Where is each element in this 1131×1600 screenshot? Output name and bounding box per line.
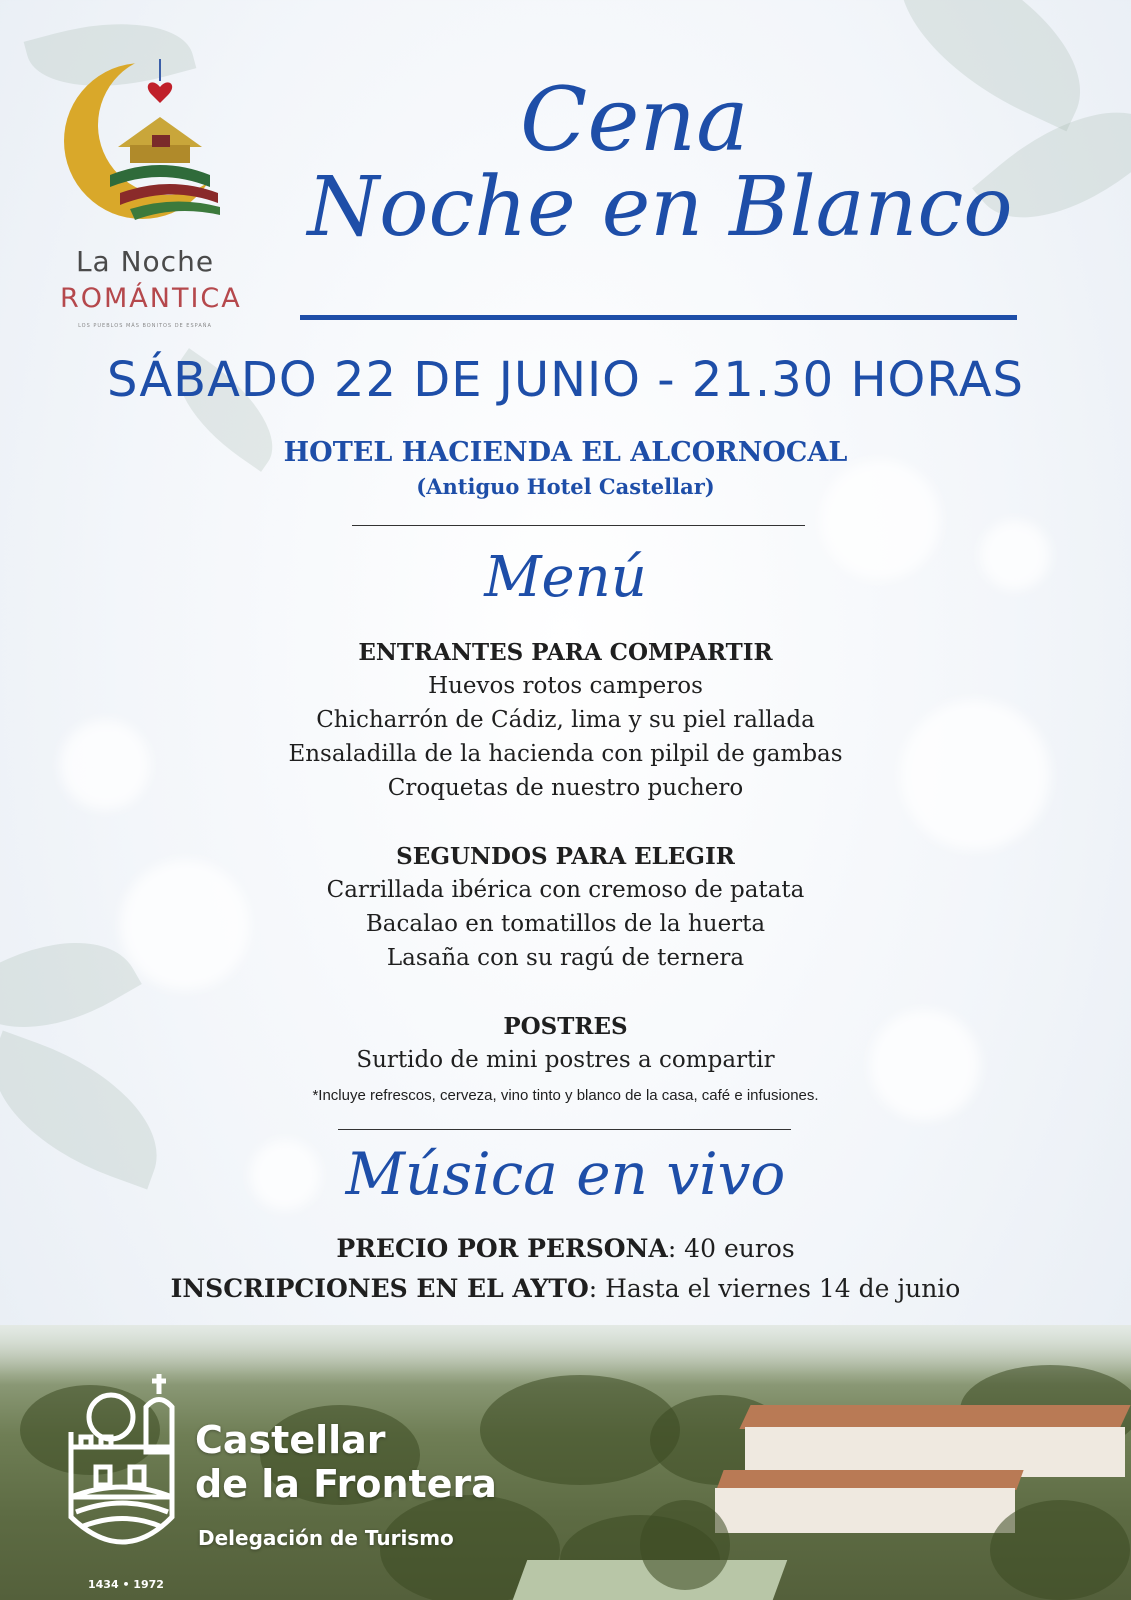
signup-label: INSCRIPCIONES EN EL AYTO bbox=[170, 1274, 589, 1303]
signup-value: : Hasta el viernes 14 de junio bbox=[588, 1274, 961, 1303]
menu-section-title: ENTRANTES PARA COMPARTIR bbox=[358, 639, 773, 666]
tourism-department: Delegación de Turismo bbox=[198, 1526, 454, 1550]
menu-item: Surtido de mini postres a compartir bbox=[356, 1047, 775, 1073]
music-heading: Música en vivo bbox=[345, 1140, 786, 1208]
price-value: : 40 euros bbox=[667, 1234, 795, 1263]
event-date: SÁBADO 22 DE JUNIO - 21.30 HORAS bbox=[106, 352, 1025, 408]
menu-note: *Incluye refrescos, cerveza, vino tinto y blanco de la casa, café e infusiones. bbox=[312, 1087, 819, 1104]
signup-line bbox=[0, 1274, 1131, 1303]
town-name bbox=[195, 1418, 497, 1506]
event-venue: HOTEL HACIENDA EL ALCORNOCAL bbox=[283, 437, 848, 468]
menu-heading: Menú bbox=[484, 545, 647, 610]
title-line-1: Cena bbox=[520, 68, 749, 171]
castellar-crest-icon bbox=[66, 1372, 181, 1572]
title-divider bbox=[300, 315, 1017, 320]
crest-years: 1434 • 1972 bbox=[88, 1578, 164, 1591]
menu-item: Huevos rotos camperos bbox=[428, 673, 703, 699]
la-noche-romantica-logo bbox=[60, 55, 242, 340]
price-line bbox=[0, 1234, 1131, 1263]
menu-item: Carrillada ibérica con cremoso de patata bbox=[326, 877, 805, 903]
menu-item: Ensaladilla de la hacienda con pilpil de gambas bbox=[288, 741, 843, 767]
logo-text-romantica: ROMÁNTICA bbox=[60, 283, 242, 314]
price-label: PRECIO POR PERSONA bbox=[336, 1234, 668, 1263]
logo-tagline: LOS PUEBLOS MÁS BONITOS DE ESPAÑA bbox=[78, 323, 212, 329]
menu-item: Chicharrón de Cádiz, lima y su piel rallada bbox=[316, 707, 815, 733]
event-venue-note: (Antiguo Hotel Castellar) bbox=[416, 474, 715, 499]
town-name-line-1: Castellar bbox=[195, 1418, 386, 1462]
town-name-line-2: de la Frontera bbox=[195, 1462, 497, 1506]
menu-section-title: SEGUNDOS PARA ELEGIR bbox=[396, 843, 735, 870]
venue-divider bbox=[352, 525, 805, 526]
logo-text-la-noche: La Noche bbox=[75, 245, 215, 278]
menu-item: Bacalao en tomatillos de la huerta bbox=[365, 911, 766, 937]
menu-item: Lasaña con su ragú de ternera bbox=[386, 945, 745, 971]
menu-item: Croquetas de nuestro puchero bbox=[387, 775, 744, 801]
menu-section-title: POSTRES bbox=[503, 1013, 628, 1040]
title-line-2: Noche en Blanco bbox=[307, 160, 1013, 255]
crescent-moon-icon bbox=[60, 55, 225, 220]
menu-divider bbox=[338, 1129, 791, 1130]
